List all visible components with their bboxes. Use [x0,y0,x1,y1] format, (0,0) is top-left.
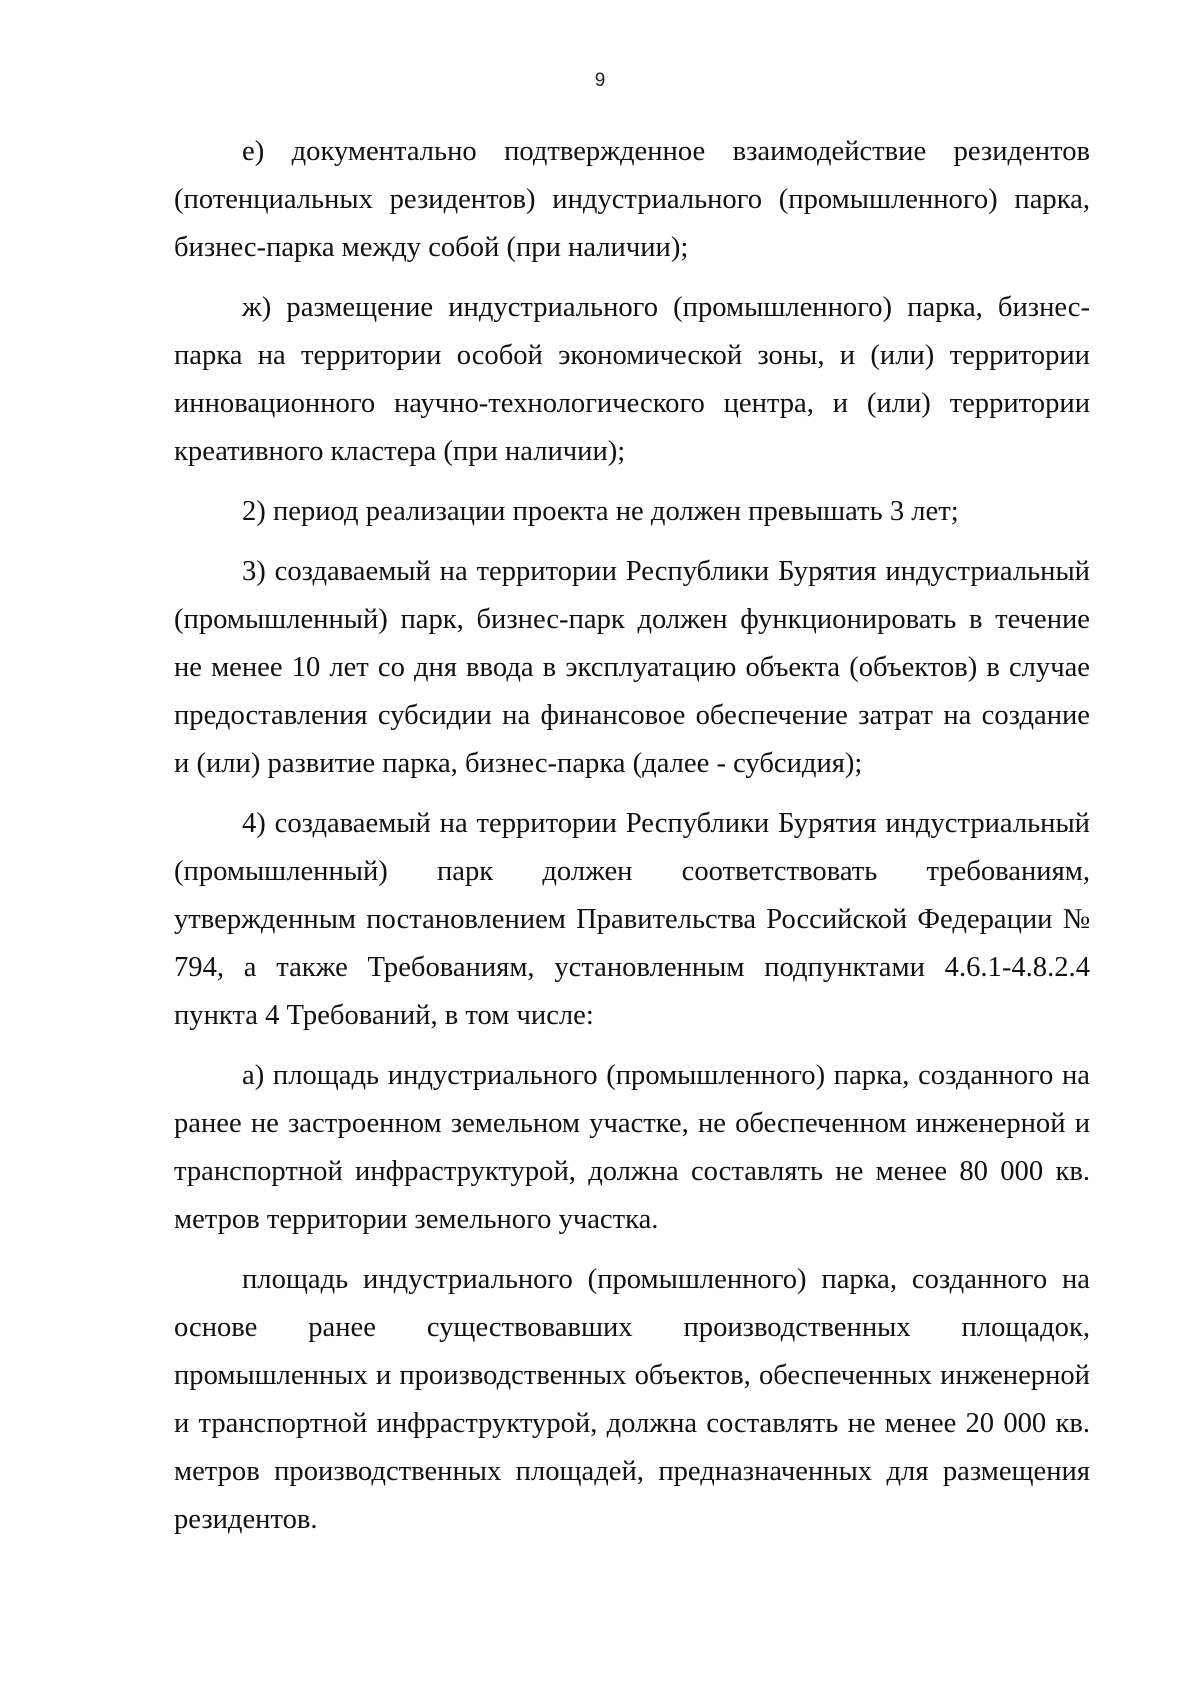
document-body [174,128,1090,1556]
paragraph-2: 2) период реализации проекта не должен превышать 3 лет; [242,496,959,527]
paragraph-zh: ж) размещение индустриального (промышленного) парка, бизнес-парка на территории особой экономической зоны, и (или) территории инновационного научно-технологического центра, и (или) территории креативного кластера (при наличии); [174,292,1090,467]
paragraph-e: е) документально подтвержденное взаимодействие резидентов (потенциальных резидентов) индустриального (промышленного) парка, бизнес-парка между собой (при наличии); [174,136,1090,263]
paragraph-4: 4) создаваемый на территории Республики Бурятия индустриальный (промышленный) парк должен соответствовать требованиям, утвержденным постановлением Правительства Российской Федерации № 794, а также Требованиям, установленным подпунктами 4.6.1-4.8.2.4 пункта 4 Требований, в том числе: [174,808,1090,1031]
page-number: 9 [594,70,606,91]
paragraph-3: 3) создаваемый на территории Республики Бурятия индустриальный (промышленный) парк, бизнес-парк должен функционировать в течение не менее 10 лет со дня ввода в эксплуатацию объекта (объектов) в случае предоставления субсидии на финансовое обеспечение затрат на создание и (или) развитие парка, бизнес-парка (далее - субсидия); [174,556,1090,779]
paragraph-area-existing: площадь индустриального (промышленного) парка, созданного на основе ранее существовавших производственных площадок, промышленных и производственных объектов, обеспеченных инженерной и транспортной инфраструктурой, должна составлять не менее 20 000 кв. метров производственных площадей, предназначенных для размещения резидентов. [174,1264,1090,1535]
paragraph-a: а) площадь индустриального (промышленного) парка, созданного на ранее не застроенном земельном участке, не обеспеченном инженерной и транспортной инфраструктурой, должна составлять не менее 80 000 кв. метров территории земельного участка. [174,1060,1090,1235]
